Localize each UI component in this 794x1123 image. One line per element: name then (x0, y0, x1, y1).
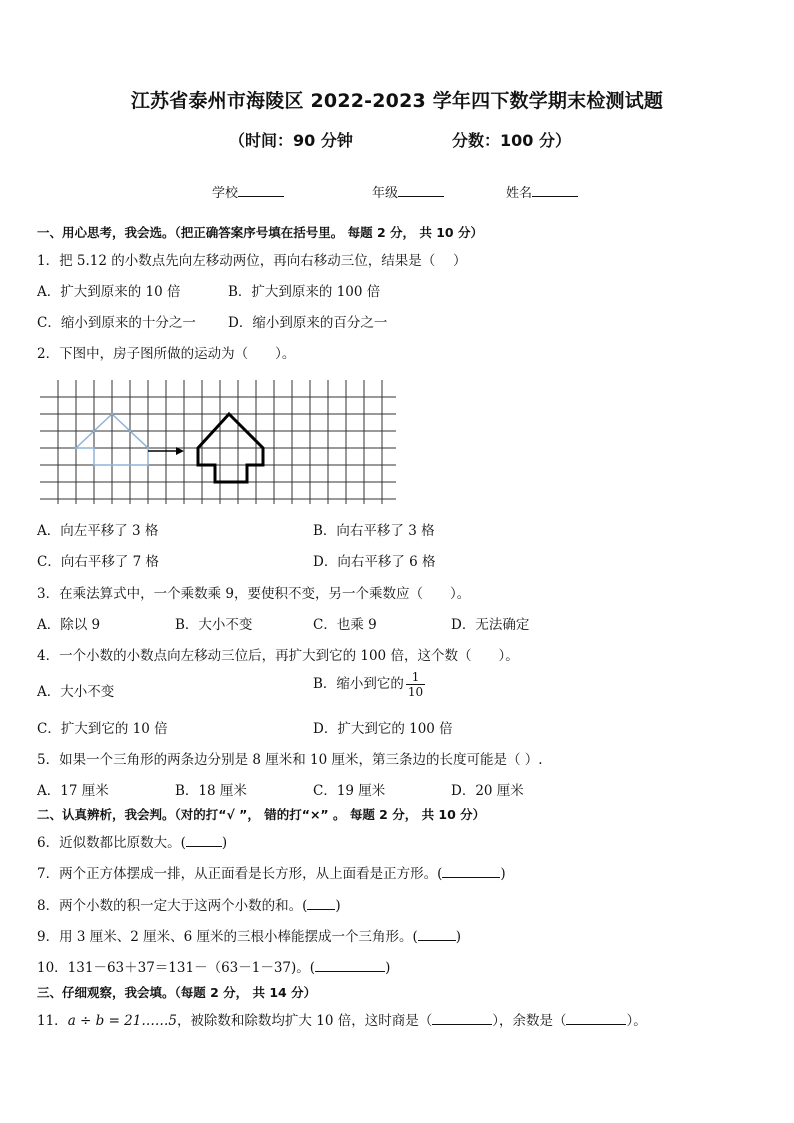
question-11 (37, 1009, 647, 1029)
exam-time: （时间：90 分钟 (229, 131, 353, 150)
grade-field[interactable] (372, 182, 444, 201)
question-6-stem: 6．近似数都比原数大。( (37, 835, 186, 851)
question-4-option-d[interactable]: D．扩大到它的 100 倍 (313, 721, 453, 737)
question-5-option-d[interactable]: D．20 厘米 (451, 783, 524, 799)
question-1-option-c[interactable]: C．缩小到原来的十分之一 (37, 315, 196, 331)
question-8-answer-blank[interactable] (307, 896, 335, 910)
fraction-one-tenth (406, 670, 425, 699)
name-blank[interactable] (532, 184, 578, 197)
exam-score: 分数：100 分） (452, 131, 571, 150)
translation-grid-figure (40, 380, 396, 504)
question-1-stem: 1．把 5.12 的小数点先向左移动两位，再向右移动三位，结果是（ ） (37, 253, 467, 269)
question-2-stem: 2．下图中，房子图所做的运动为（ ）。 (37, 346, 296, 362)
question-7 (37, 862, 506, 882)
question-5-option-b[interactable]: B．18 厘米 (175, 783, 247, 799)
question-4-option-a[interactable]: A．大小不变 (37, 684, 115, 700)
question-6-end: ) (221, 835, 228, 851)
question-3-option-d[interactable]: D．无法确定 (451, 617, 530, 633)
question-5-option-c[interactable]: C．19 厘米 (313, 783, 386, 799)
question-9 (37, 925, 461, 945)
question-6 (37, 831, 227, 851)
school-field[interactable] (212, 182, 284, 201)
question-10-stem: 10．131－63＋37＝131－（63－1－37)。( (37, 960, 316, 976)
question-11-remainder-blank[interactable] (566, 1011, 626, 1025)
question-4-stem: 4．一个小数的小数点向左移动三位后，再扩大到它的 100 倍，这个数（ ）。 (37, 648, 519, 664)
question-7-end: ) (500, 866, 506, 882)
grade-label: 年级 (372, 186, 399, 201)
question-9-answer-blank[interactable] (418, 927, 456, 941)
question-11-expression: a ÷ b = 21……5 (67, 1013, 177, 1029)
question-7-answer-blank[interactable] (442, 864, 500, 878)
question-2-option-d[interactable]: D．向右平移了 6 格 (313, 554, 436, 570)
question-6-answer-blank[interactable] (186, 833, 222, 847)
school-label: 学校 (212, 186, 239, 201)
question-2-option-a[interactable]: A．向左平移了 3 格 (37, 523, 159, 539)
question-4-option-b[interactable] (313, 670, 425, 699)
question-9-end: ) (455, 929, 462, 945)
question-3-option-a[interactable]: A．除以 9 (37, 617, 101, 633)
question-2-option-b[interactable]: B．向右平移了 3 格 (313, 523, 435, 539)
question-3-option-c[interactable]: C．也乘 9 (313, 617, 377, 633)
question-10 (37, 956, 390, 976)
fraction-numerator: 1 (406, 670, 425, 685)
section-1-heading: 一、用心思考，我会选。（把正确答案序号填在括号里。 每题 2 分， 共 10 分） (37, 225, 483, 240)
question-5-option-a[interactable]: A．17 厘米 (37, 783, 109, 799)
question-4-option-c[interactable]: C．扩大到它的 10 倍 (37, 721, 168, 737)
section-2-heading: 二、认真辨析，我会判。（对的打“√ ”， 错的打“×” 。 每题 2 分， 共 10 分） (37, 807, 486, 822)
question-10-answer-blank[interactable] (315, 958, 385, 972)
question-11-text: ，被除数和除数均扩大 10 倍，这时商是（ (176, 1013, 433, 1029)
question-1-option-a[interactable]: A．扩大到原来的 10 倍 (37, 284, 181, 300)
question-1-option-d[interactable]: D．缩小到原来的百分之一 (228, 315, 388, 331)
grid-lines (40, 380, 396, 504)
grade-blank[interactable] (398, 184, 444, 197)
question-4-option-b-text: B．缩小到它的 (313, 676, 404, 692)
question-3-stem: 3．在乘法算式中，一个乘数乘 9，要使积不变，另一个乘数应（ ）。 (37, 586, 471, 602)
question-8-end: ) (335, 898, 341, 914)
page-title: 江苏省泰州市海陵区 2022-2023 学年四下数学期末检测试题 (130, 90, 664, 112)
question-9-stem: 9．用 3 厘米、2 厘米、6 厘米的三根小棒能摆成一个三角形。( (37, 929, 418, 945)
question-5-stem: 5．如果一个三角形的两条边分别是 8 厘米和 10 厘米，第三条边的长度可能是（ ）. (37, 752, 543, 768)
question-11-text-2: ），余数是（ (492, 1013, 567, 1029)
question-11-number: 11． (37, 1013, 68, 1029)
question-8 (37, 894, 341, 914)
question-2-option-c[interactable]: C．向右平移了 7 格 (37, 554, 160, 570)
question-11-end: ）。 (626, 1013, 647, 1029)
name-field[interactable] (506, 182, 578, 201)
question-8-stem: 8．两个小数的积一定大于这两个小数的和。( (37, 898, 308, 914)
question-1-option-b[interactable]: B．扩大到原来的 100 倍 (228, 284, 381, 300)
section-3-heading: 三、仔细观察，我会填。（每题 2 分， 共 14 分） (37, 985, 317, 1000)
fraction-denominator: 10 (407, 685, 424, 699)
question-3-option-b[interactable]: B．大小不变 (175, 617, 253, 633)
question-10-end: ) (385, 960, 391, 976)
question-7-stem: 7．两个正方体摆成一排，从正面看是长方形，从上面看是正方形。( (37, 866, 443, 882)
school-blank[interactable] (238, 184, 284, 197)
question-11-quotient-blank[interactable] (432, 1011, 492, 1025)
name-label: 姓名 (506, 186, 533, 201)
